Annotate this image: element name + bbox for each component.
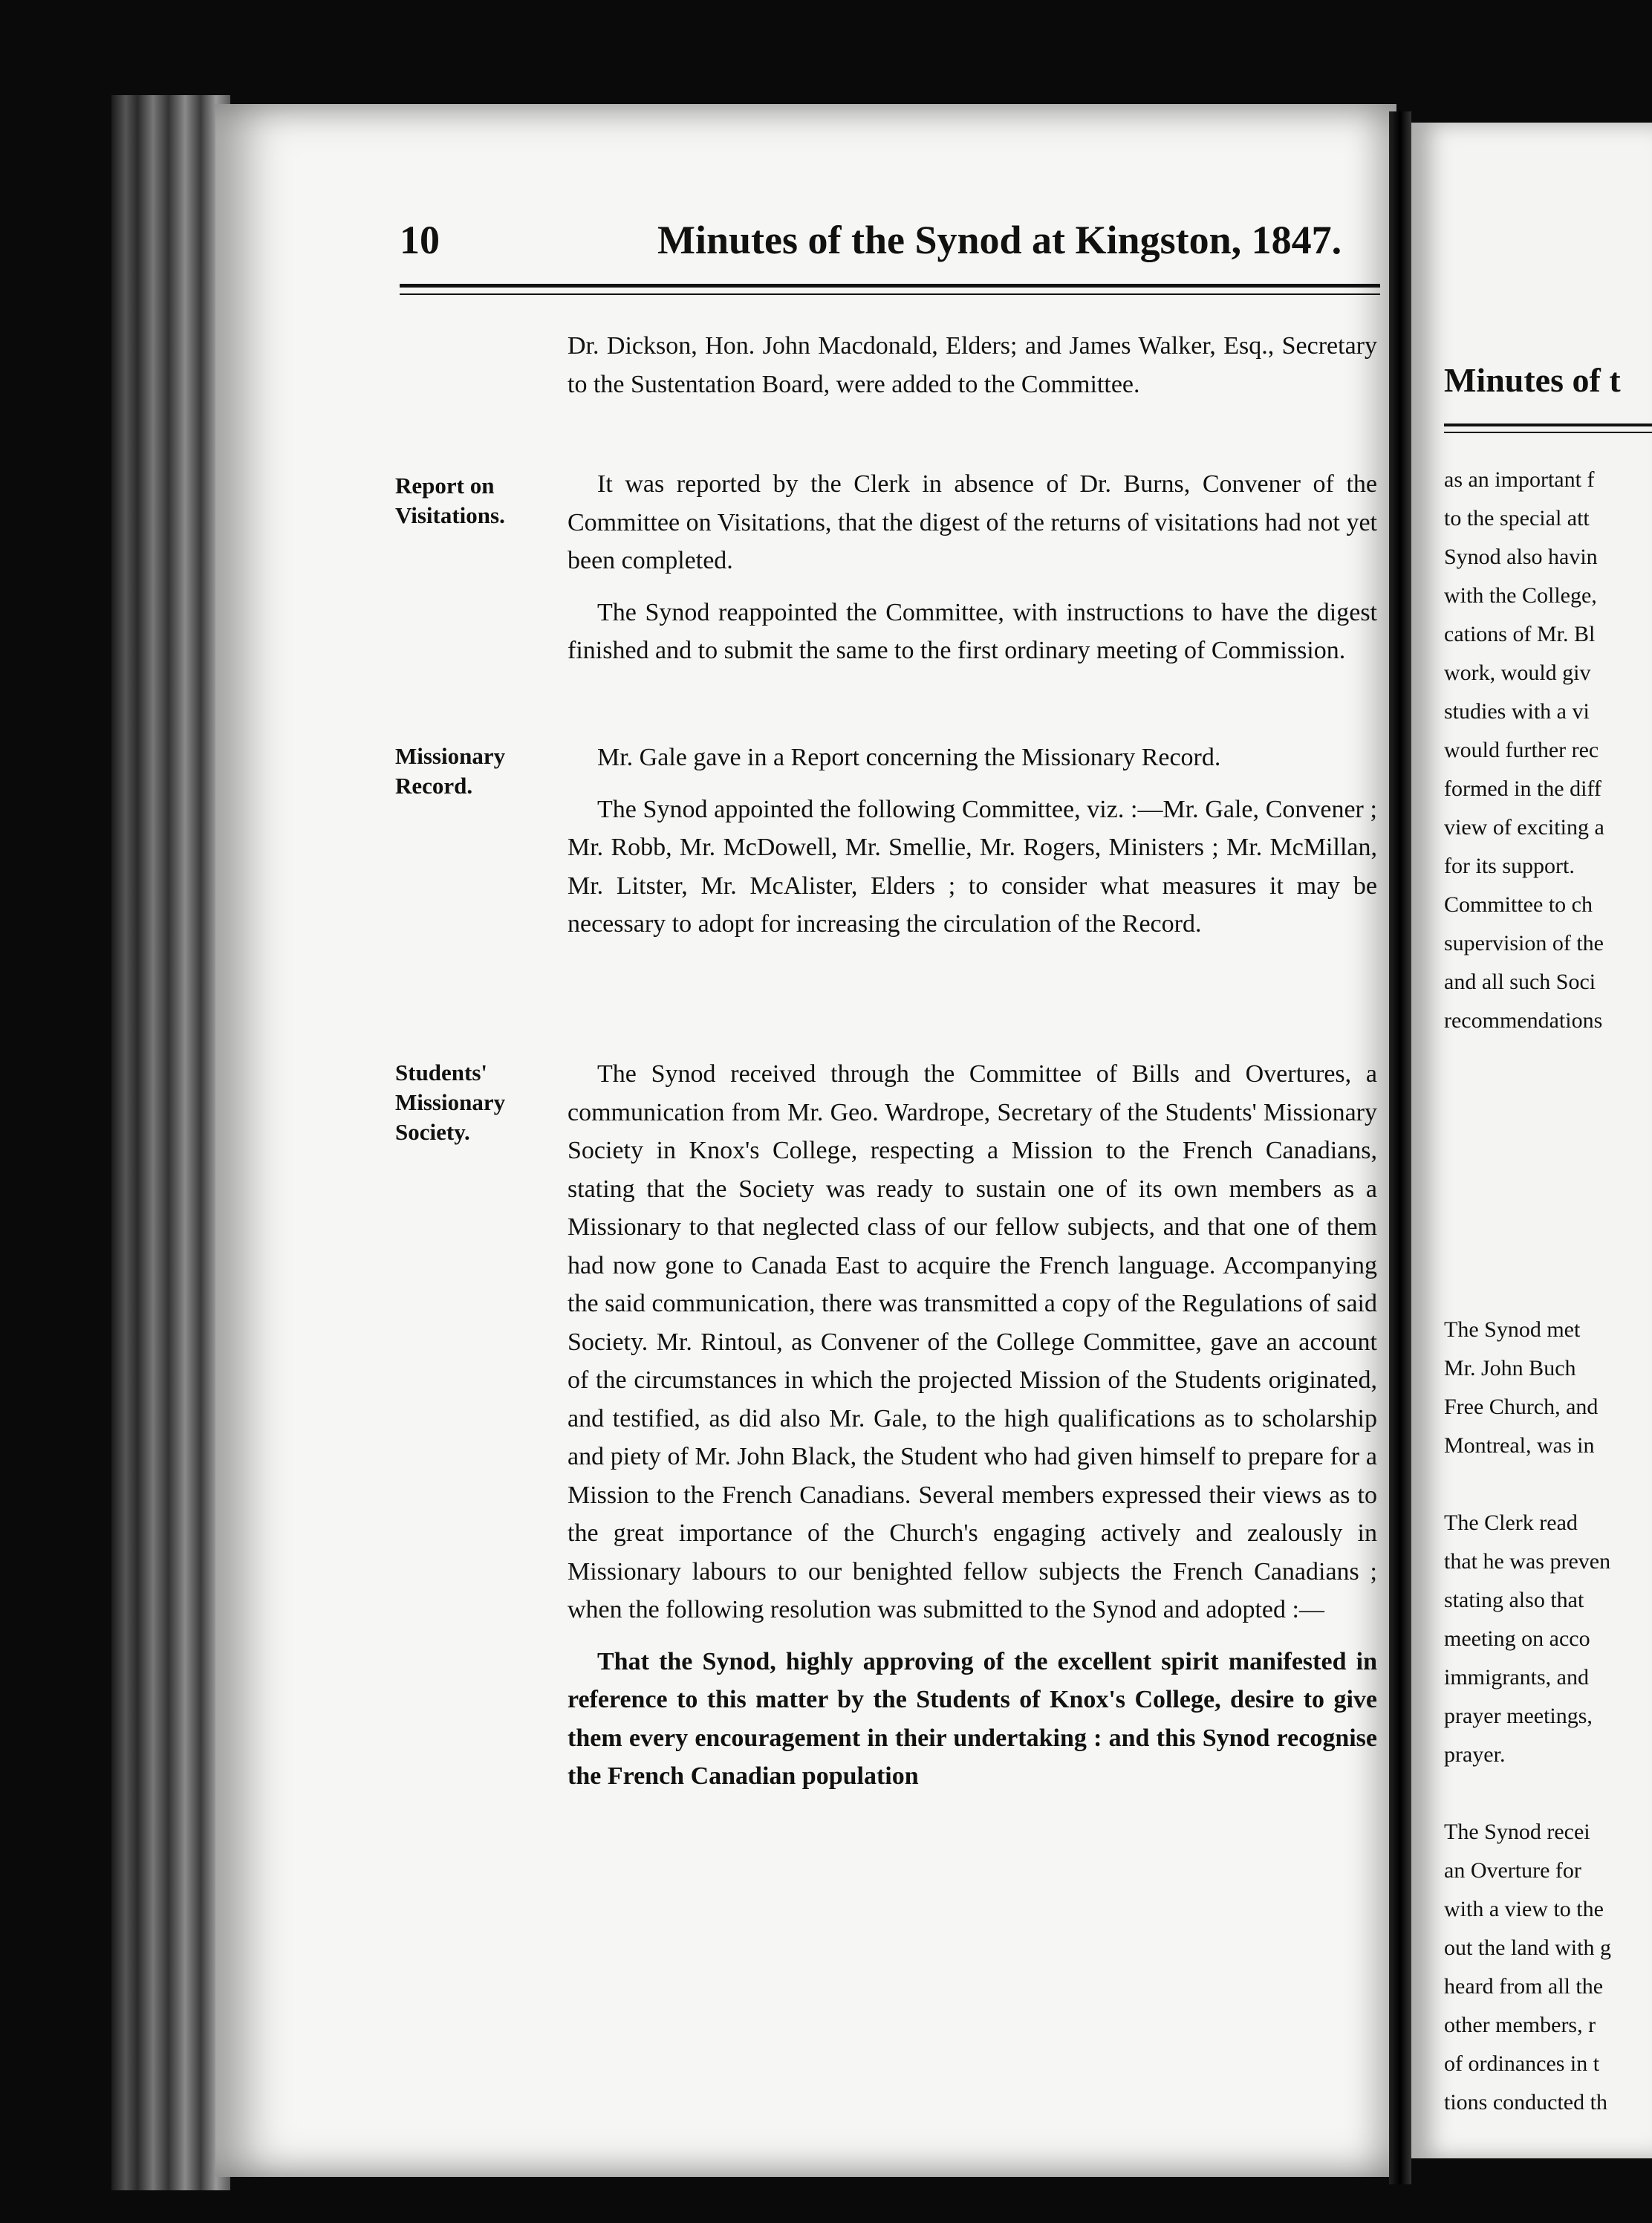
right-page-line: other members, r [1444, 2013, 1596, 2037]
margin-note-line: Missionary [395, 743, 506, 769]
right-page-line [1444, 1195, 1652, 1233]
right-page-line: cations of Mr. Bl [1444, 622, 1596, 646]
right-header-rule-thin [1444, 432, 1652, 433]
margin-note-line: Report on [395, 473, 495, 499]
margin-note-line: Record. [395, 773, 473, 799]
header-rule-thick [400, 284, 1380, 288]
right-header-rule [1444, 423, 1652, 426]
section-visitations [568, 465, 1377, 684]
right-page-line: recommendations [1444, 1008, 1603, 1033]
right-page-line [1444, 1079, 1652, 1117]
book-spine-edge [111, 95, 230, 2190]
right-page-line: tions conducted th [1444, 2090, 1607, 2115]
header-rule-thin [400, 293, 1380, 295]
right-page-line [1444, 1272, 1652, 1311]
right-page-line [1444, 1117, 1652, 1156]
right-page-line: out the land with g [1444, 1935, 1611, 1960]
right-page-line: supervision of the [1444, 931, 1604, 955]
right-page-line: that he was preven [1444, 1549, 1611, 1574]
right-page-line: The Synod recei [1444, 1820, 1590, 1844]
paragraph: The Synod received through the Committee of Bills and Overtures, a communication from Mr. Geo. Wardrope, Secretary of the Students' Missionary Society in Knox's College, respecting a Mission to the French Canadians, stating that the Society was ready to sustain one of its own members as a Missionary to that neglected class of our fellow subjects, and that one of them had now gone to Canada East to acquire the French language. Accompanying the said communication, there was transmitted a copy of the Regulations of said Society. Mr. Rintoul, as Convener of the College Committee, gave an account of the circumstances in which the projected Mission of the Students originated, and testified, as did also Mr. Gale, to the high qualifications as to scholarship and piety of Mr. John Black, the Student who had given himself to prepare for a Mission to the French Canadians. Several members expressed their views as to the great importance of the Church's engaging actively and zealously in Missionary labours to our benighted fellow subjects the French Canadians ; when the following resolution was submitted to the Synod and adopted :— [568, 1060, 1377, 1623]
running-head: Minutes of the Synod at Kingston, 1847. [657, 218, 1342, 262]
right-page-line: Committee to ch [1444, 892, 1593, 917]
right-page-line: to the special att [1444, 506, 1590, 530]
right-page-line: would further rec [1444, 738, 1599, 762]
right-page-line [1444, 1774, 1652, 1813]
right-page-line: of ordinances in t [1444, 2051, 1600, 2076]
right-page-line [1444, 1233, 1652, 1272]
section-students-society [568, 1055, 1377, 1809]
right-page-line: view of exciting a [1444, 815, 1604, 840]
right-page-line: for its support. [1444, 854, 1575, 878]
section-missionary-record [568, 739, 1377, 957]
right-page-line: studies with a vi [1444, 699, 1590, 724]
right-page-line: The Clerk read [1444, 1510, 1578, 1535]
right-page-line: heard from all the [1444, 1974, 1604, 1999]
right-page-line: Synod also havin [1444, 545, 1598, 569]
right-page-line: immigrants, and [1444, 1665, 1589, 1690]
paragraph: It was reported by the Clerk in absence of Dr. Burns, Convener of the Committee on Visitations, that the digest of the returns of visitations had not yet been completed. [568, 470, 1377, 574]
paragraph: Mr. Gale gave in a Report concerning the Missionary Record. [597, 744, 1221, 771]
right-page-line [1444, 1465, 1652, 1504]
right-page [1411, 123, 1652, 2158]
right-page-line: as an important f [1444, 467, 1595, 492]
paragraph-committee-additions [568, 327, 1377, 417]
right-page-line: an Overture for [1444, 1858, 1581, 1883]
right-page-line: Montreal, was in [1444, 1433, 1595, 1458]
right-page-line: Free Church, and [1444, 1395, 1599, 1419]
margin-note-students-society [395, 1058, 544, 1147]
right-page-line: and all such Soci [1444, 970, 1596, 994]
paragraph: The Synod reappointed the Committee, with instructions to have the digest finished and to submit the same to the first ordinary meeting of Commission. [568, 598, 1377, 664]
margin-note-visitations [395, 471, 544, 530]
page-gutter [1389, 111, 1411, 2184]
right-page-line: prayer. [1444, 1742, 1506, 1767]
right-page-line: The Synod met [1444, 1317, 1581, 1342]
right-page-line: work, would giv [1444, 661, 1591, 685]
right-page-line: with a view to the [1444, 1897, 1604, 1921]
paragraph: That the Synod, highly approving of the excellent spirit manifested in reference to this matter by the Students of Knox's College, desire to give them every encouragement in their undertaking : and this Synod recognise the French Canadian population [568, 1647, 1377, 1790]
right-page-line: prayer meetings, [1444, 1704, 1593, 1728]
right-page-line: formed in the diff [1444, 776, 1601, 801]
right-page-line: with the College, [1444, 583, 1597, 608]
right-page-line: Mr. John Buch [1444, 1356, 1576, 1380]
margin-note-missionary-record [395, 741, 544, 801]
paragraph: Dr. Dickson, Hon. John Macdonald, Elders; and James Walker, Esq., Secretary to the Sustentation Board, were added to the Committee. [568, 332, 1377, 398]
right-page-line [1444, 1156, 1652, 1195]
margin-note-line: Missionary [395, 1089, 506, 1115]
page-number: 10 [400, 218, 440, 262]
margin-note-line: Society. [395, 1119, 470, 1145]
right-running-head: Minutes of t [1444, 361, 1621, 399]
paragraph: The Synod appointed the following Committee, viz. :—Mr. Gale, Convener ; Mr. Robb, Mr. McDowell, Mr. Smellie, Mr. Rogers, Ministers ; Mr. McMillan, Mr. Litster, Mr. McAlister, Elders ; to consider what measures it may be necessary to adopt for increasing the circulation of the Record. [568, 795, 1377, 938]
margin-note-line: Students' [395, 1059, 488, 1085]
right-page-text [1444, 461, 1652, 2122]
right-page-line [1444, 1040, 1652, 1079]
right-page-line: meeting on acco [1444, 1626, 1590, 1651]
margin-note-line: Visitations. [395, 502, 505, 528]
right-page-line: stating also that [1444, 1588, 1584, 1612]
